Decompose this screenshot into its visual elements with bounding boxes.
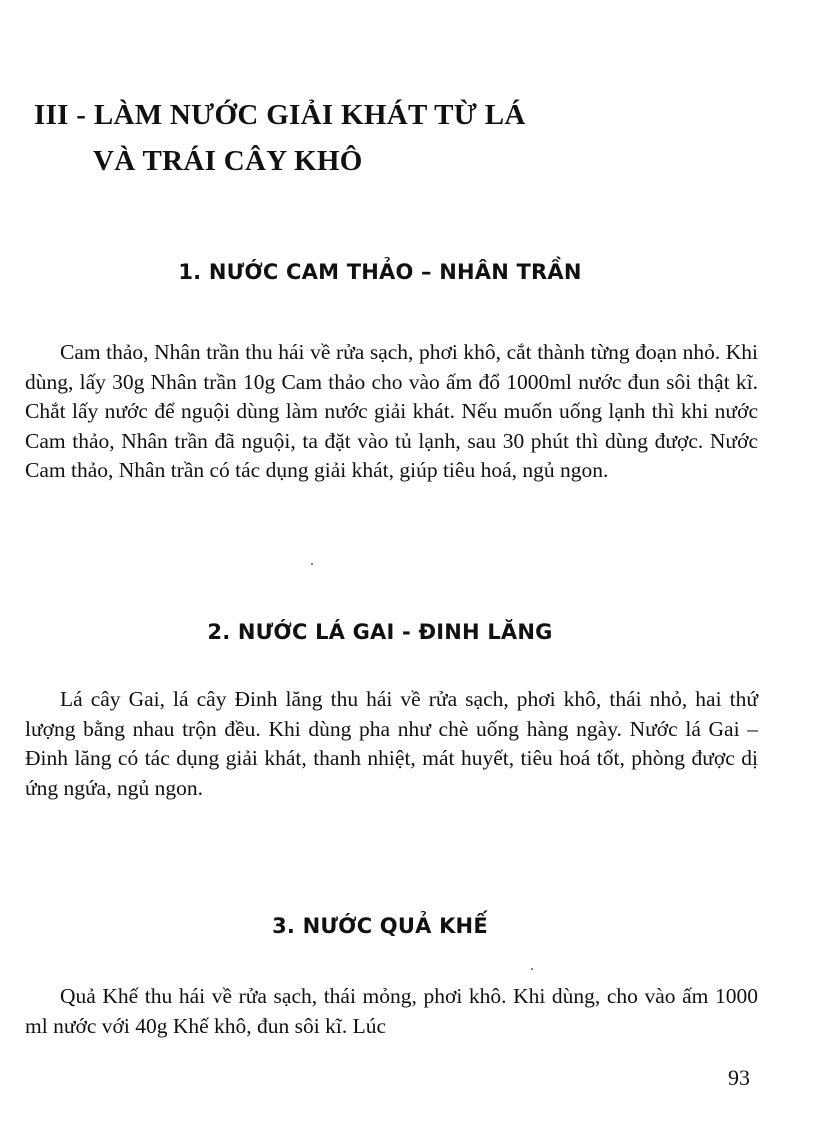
chapter-title xyxy=(34,92,526,184)
section-heading-3: 3. NƯỚC QUẢ KHẾ xyxy=(272,914,488,938)
section-paragraph-1: Cam thảo, Nhân trần thu hái về rửa sạch, phơi khô, cắt thành từng đoạn nhỏ. Khi dùng, lấy 30g Nhân trần 10g Cam thảo cho vào ấm đổ 1000ml nước đun sôi thật kĩ. Chắt lấy nước để nguội dùng làm nước giải khát. Nếu muốn uống lạnh thì khi nước Cam thảo, Nhân trần đã nguội, ta đặt vào tủ lạnh, sau 30 phút thì dùng được. Nước Cam thảo, Nhân trần có tác dụng giải khát, giúp tiêu hoá, ngủ ngon. xyxy=(25,340,758,483)
scan-speck xyxy=(531,968,533,970)
section-heading-2: 2. NƯỚC LÁ GAI - ĐINH LĂNG xyxy=(207,620,553,644)
chapter-title-line-2: VÀ TRÁI CÂY KHÔ xyxy=(93,145,363,177)
page-number: 93 xyxy=(728,1065,750,1090)
section-heading-1: 1. NƯỚC CAM THẢO – NHÂN TRẦN xyxy=(178,260,582,284)
section-paragraph-3: Quả Khế thu hái về rửa sạch, thái mỏng, phơi khô. Khi dùng, cho vào ấm 1000 ml nước với 40g Khế khô, đun sôi kĩ. Lúc xyxy=(25,984,758,1038)
scan-speck xyxy=(311,563,313,565)
section-paragraph-2: Lá cây Gai, lá cây Đinh lăng thu hái về rửa sạch, phơi khô, thái nhỏ, hai thứ lượng bằng nhau trộn đều. Khi dùng pha như chè uống hàng ngày. Nước lá Gai – Đinh lăng có tác dụng giải khát, thanh nhiệt, mát huyết, tiêu hoá tốt, phòng được dị ứng ngứa, ngủ ngon. xyxy=(25,687,758,800)
chapter-title-line-1: III - LÀM NƯỚC GIẢI KHÁT TỪ LÁ xyxy=(34,99,526,131)
